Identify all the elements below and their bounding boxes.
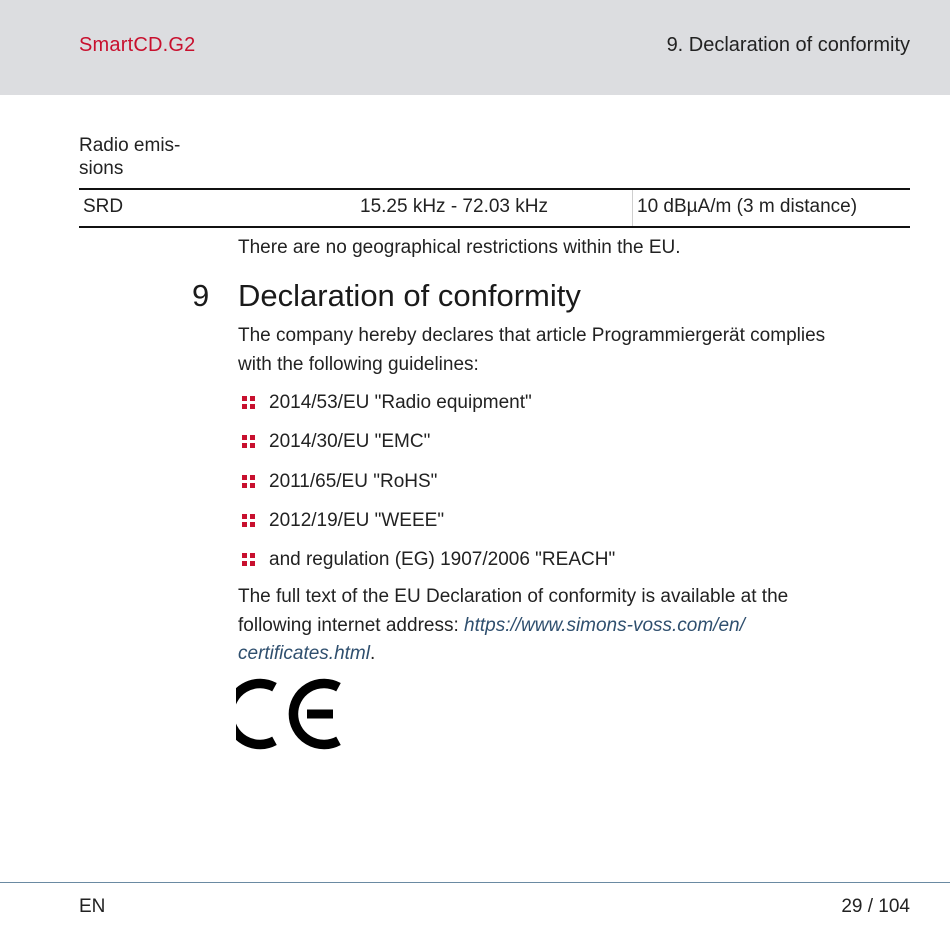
list-item-text: 2012/19/EU "WEEE" [269,509,445,531]
section-title: Declaration of conformity [238,278,581,313]
list-item-text: 2014/53/EU "Radio equipment" [269,392,532,413]
bullet-icon [242,514,255,527]
bullet-icon [242,553,255,566]
product-name: SmartCD.G2 [79,34,196,56]
ce-mark-icon [236,674,348,754]
certificates-link-continued[interactable]: certificates.html [238,643,370,664]
footer-rule [0,882,950,883]
list-item [238,389,910,428]
fulltext-line1: The full text of the EU Declaration of conformity is available at the [238,586,789,607]
guidelines-list [238,389,910,585]
table-cell-frequency: 15.25 kHz - 72.03 kHz [360,196,548,217]
page-header [0,0,950,95]
table-caption [79,134,180,180]
chapter-title: 9. Declaration of conformity [666,34,910,56]
bullet-icon [242,396,255,409]
fulltext-line2 [238,612,910,641]
intro-paragraph [238,322,910,379]
table-top-rule [79,188,910,190]
intro-line2: with the following guidelines: [238,353,479,375]
table-bottom-rule [79,226,910,228]
bullet-icon [242,435,255,448]
footer-language: EN [79,896,106,917]
list-item [238,507,910,546]
table-cell-type: SRD [83,196,124,217]
list-item-text: 2014/30/EU "EMC" [269,431,431,453]
table-caption-line2: sions [79,158,124,179]
list-item-text: and regulation (EG) 1907/2006 "REACH" [269,549,616,571]
eu-restriction-note: There are no geographical restrictions within the EU. [238,237,681,258]
table-column-divider [632,190,633,226]
intro-line1: The company hereby declares that article Programmiergerät complies [238,325,826,346]
list-item [238,428,910,467]
fulltext-line2-prefix: following internet address: [238,614,465,636]
fulltext-paragraph [238,583,910,669]
bullet-icon [242,475,255,488]
fulltext-line3 [238,640,910,669]
certificates-link[interactable]: https://www.simons-voss.com/en/ [464,614,745,636]
list-item [238,468,910,507]
fulltext-suffix: . [369,643,376,664]
section-number: 9 [192,278,210,313]
table-caption-line1: Radio emis- [79,135,181,156]
list-item [238,546,910,585]
table-cell-field-strength: 10 dBµA/m (3 m distance) [637,196,858,217]
list-item-text: 2011/65/EU "RoHS" [269,470,438,492]
page-number: 29 / 104 [841,896,910,917]
